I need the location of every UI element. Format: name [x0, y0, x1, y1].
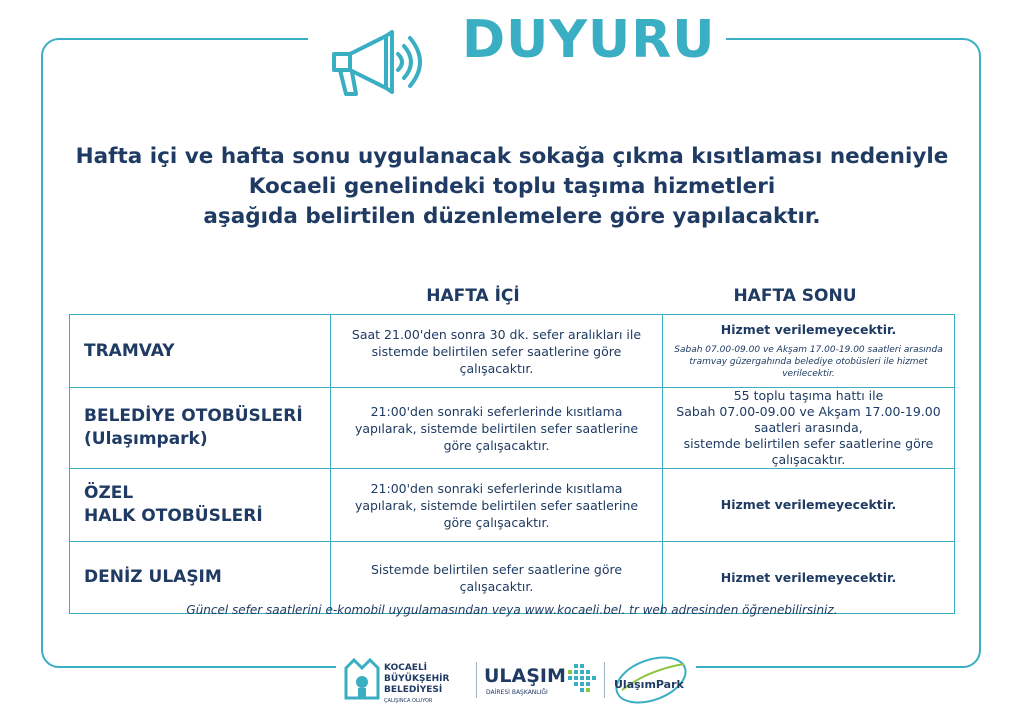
no-service-text: Hizmet verilemeyecektir. [720, 322, 897, 337]
cell-line: 55 toplu taşıma hattı ile [733, 388, 884, 403]
weekday-cell [331, 469, 663, 542]
cell-line: göre çalışacaktır. [443, 514, 550, 530]
weekend-cell [663, 388, 955, 469]
intro-line: Kocaeli genelindeki toplu taşıma hizmetleri [248, 174, 776, 199]
weekday-cell [331, 315, 663, 388]
cell-line: 21:00'den sonraki seferlerinde kısıtlama [370, 480, 623, 496]
logo-strip [336, 650, 696, 710]
cell-line: yapılarak, sistemde belirtilen sefer saatlerine [354, 497, 639, 513]
mode-cell [70, 315, 331, 388]
cell-line: yapılarak, sistemde belirtilen sefer saatlerine [354, 420, 639, 436]
weekend-note [669, 344, 948, 380]
weekend-cell [663, 469, 955, 542]
ulasimpark-logo [608, 650, 694, 708]
footer-note: Güncel sefer saatlerini e-komobil uygulamasından veya www.kocaeli.bel. tr web adresinden öğrenebilirsiniz. [186, 603, 838, 617]
mode-label: DENİZ ULAŞIM [84, 567, 222, 587]
weekday-cell [331, 388, 663, 469]
no-service-text: Hizmet verilemeyecektir. [720, 497, 897, 512]
cell-line: tramvay güzergahında belediye otobüsleri ile hizmet verilecektir. [689, 357, 928, 379]
mode-label: TRAMVAY [84, 340, 175, 361]
table-row [70, 315, 955, 388]
kbb-line-2: BÜYÜKŞEHİR [384, 674, 450, 684]
intro-line: Hafta içi ve hafta sonu uygulanacak sokağa çıkma kısıtlaması nedeniyle [75, 144, 949, 169]
weekend-cell [663, 315, 955, 388]
mode-cell [70, 469, 331, 542]
cell-line: Saat 21.00'den sonra 30 dk. sefer aralıkları ile [351, 326, 642, 342]
mode-cell [70, 388, 331, 469]
cell-line: Sistemde belirtilen sefer saatlerine göre [370, 561, 623, 577]
mode-label: BELEDİYE OTOBÜSLERİ [84, 406, 303, 426]
cell-line: 21:00'den sonraki seferlerinde kısıtlama [370, 403, 623, 419]
logo-separator [604, 662, 605, 698]
cell-line: çalışacaktır. [459, 360, 534, 376]
table-row [70, 388, 955, 469]
table-row [70, 469, 955, 542]
kbb-line-4: ÇALIŞINCA OLUYOR [384, 698, 433, 704]
cell-line: Sabah 07.00-09.00 ve Akşam 17.00-19.00 [676, 404, 941, 419]
logo-separator [476, 662, 477, 698]
column-header-weekday: HAFTA İÇİ [426, 286, 520, 306]
ulasim-title: ULAŞIM [484, 665, 566, 687]
mode-sublabel: (Ulaşımpark) [84, 429, 208, 449]
no-service-text: Hizmet verilemeyecektir. [720, 569, 897, 585]
park-name: UlaşımPark [614, 678, 684, 691]
intro-text [60, 142, 964, 232]
intro-line: aşağıda belirtilen düzenlemelere göre yapılacaktır. [203, 204, 821, 229]
cell-line: Sabah 07.00-09.00 ve Akşam 17.00-19.00 saatleri arasında [674, 345, 943, 355]
column-header-weekend: HAFTA SONU [733, 286, 857, 306]
cell-line: sistemde belirtilen sefer saatlerine göre çalışacaktır. [683, 436, 934, 467]
kocaeli-municipality-logo [342, 654, 472, 706]
megaphone-icon [326, 14, 436, 100]
cell-line: saatleri arasında, [754, 420, 863, 435]
kbb-line-3: BELEDİYESİ [384, 685, 443, 695]
mode-label: ÖZEL [84, 483, 134, 503]
mode-label: HALK OTOBÜSLERİ [84, 506, 263, 526]
cell-line: sistemde belirtilen sefer saatlerine göre [371, 343, 622, 359]
cell-line: çalışacaktır. [459, 578, 534, 594]
cell-line: göre çalışacaktır. [443, 437, 550, 453]
ulasim-department-logo [482, 654, 602, 706]
ulasim-subtitle: DAİRESİ BAŞKANLIĞI [486, 689, 548, 696]
kbb-line-1: KOCAELİ [384, 663, 428, 673]
page-title: DUYURU [462, 10, 716, 70]
schedule-table [69, 314, 955, 614]
